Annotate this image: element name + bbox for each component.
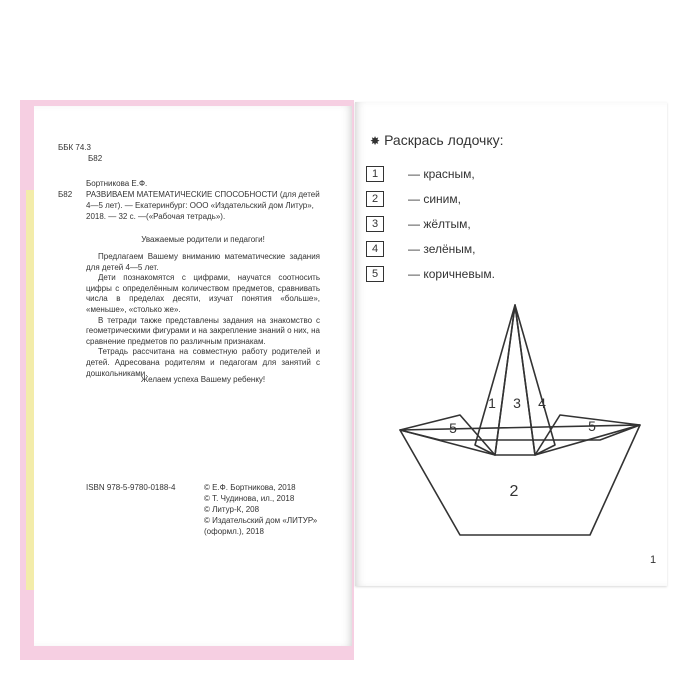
wish-text: Желаем успеха Вашему ребенку! [140,375,266,384]
legend-row [366,189,461,209]
preface-paragraph: В тетради также представлены задания на знакомство с геометрическими фигурами и на закрепление знаний о них, на сравнение предметов по различным признакам. [86,315,320,346]
greeting: Уважаемые родители и педагоги! [141,235,265,244]
description-line: РАЗВИВАЕМ МАТЕМАТИЧЕСКИЕ СПОСОБНОСТИ (для детей [86,190,320,199]
legend-color-word: — синим, [408,192,461,206]
copyright-line: © Издательский дом «ЛИТУР» [204,516,318,525]
isbn: ISBN 978-5-9780-0188-4 [86,483,176,492]
boat-label-sail-right: 4 [538,395,546,411]
copyright-line: © Е.Ф. Бортникова, 2018 [204,483,296,492]
paper-boat-drawing [390,300,650,540]
boat-hull-outline [400,425,640,535]
task-title-text: Раскрась лодочку: [384,132,504,148]
preface-text [86,252,320,379]
boat-sail-left [475,305,515,455]
legend-row [366,239,476,259]
copyright-line: (оформл.), 2018 [204,527,264,536]
boat-deck-left [400,415,495,455]
boat-label-deck-right: 5 [588,418,596,434]
copyright-line: © Т. Чудинова, ил., 2018 [204,494,295,503]
legend-number-box: 4 [366,241,384,257]
legend-color-word: — красным, [408,167,475,181]
star-icon: ✸ [370,134,381,148]
boat-sail-middle [495,305,535,455]
legend-number-box: 5 [366,266,384,282]
legend-number-box: 2 [366,191,384,207]
description-line: 4—5 лет). — Екатеринбург: ООО «Издательский дом Литур», [86,201,314,210]
legend-row [366,214,471,234]
author-mark-side: Б82 [58,190,73,199]
boat-label-hull: 2 [509,483,519,500]
preface-paragraph: Предлагаем Вашему вниманию математические задания для детей 4—5 лет. [86,252,320,272]
bbk-code: ББК 74.3 [58,143,91,152]
legend-number-box: 3 [366,216,384,232]
legend-color-word: — коричневым. [408,267,495,281]
boat-label-sail-left: 1 [488,395,496,411]
legend-color-word: — зелёным, [408,242,476,256]
author-mark-top: Б82 [88,154,103,163]
book-spine-yellow [26,190,34,590]
legend-color-word: — жёлтым, [408,217,471,231]
preface-paragraph: Дети познакомятся с цифрами, научатся соотносить цифры с определённым количеством предметов, сравнивать числа в пределах десяти, изучат понятия «больше», «меньше», «столько же». [86,273,320,314]
copyright-block [204,482,317,537]
description-line: 2018. — 32 с. —(«Рабочая тетрадь»). [86,212,226,221]
boat-label-sail-middle: 3 [513,395,521,411]
author-name: Бортникова Е.Ф. [86,179,148,188]
book-description [86,189,326,222]
page-number: 1 [650,554,657,566]
legend-row [366,264,495,284]
copyright-line: © Литур-К, 208 [204,505,260,514]
legend-number-box: 1 [366,166,384,182]
preface-paragraph: Тетрадь рассчитана на совместную работу родителей и детей. Адресована родителям и педагогам для занятий с дошкольниками. [86,347,320,378]
boat-label-deck-left: 5 [449,420,457,436]
legend-row [366,164,475,184]
task-title [370,132,504,148]
